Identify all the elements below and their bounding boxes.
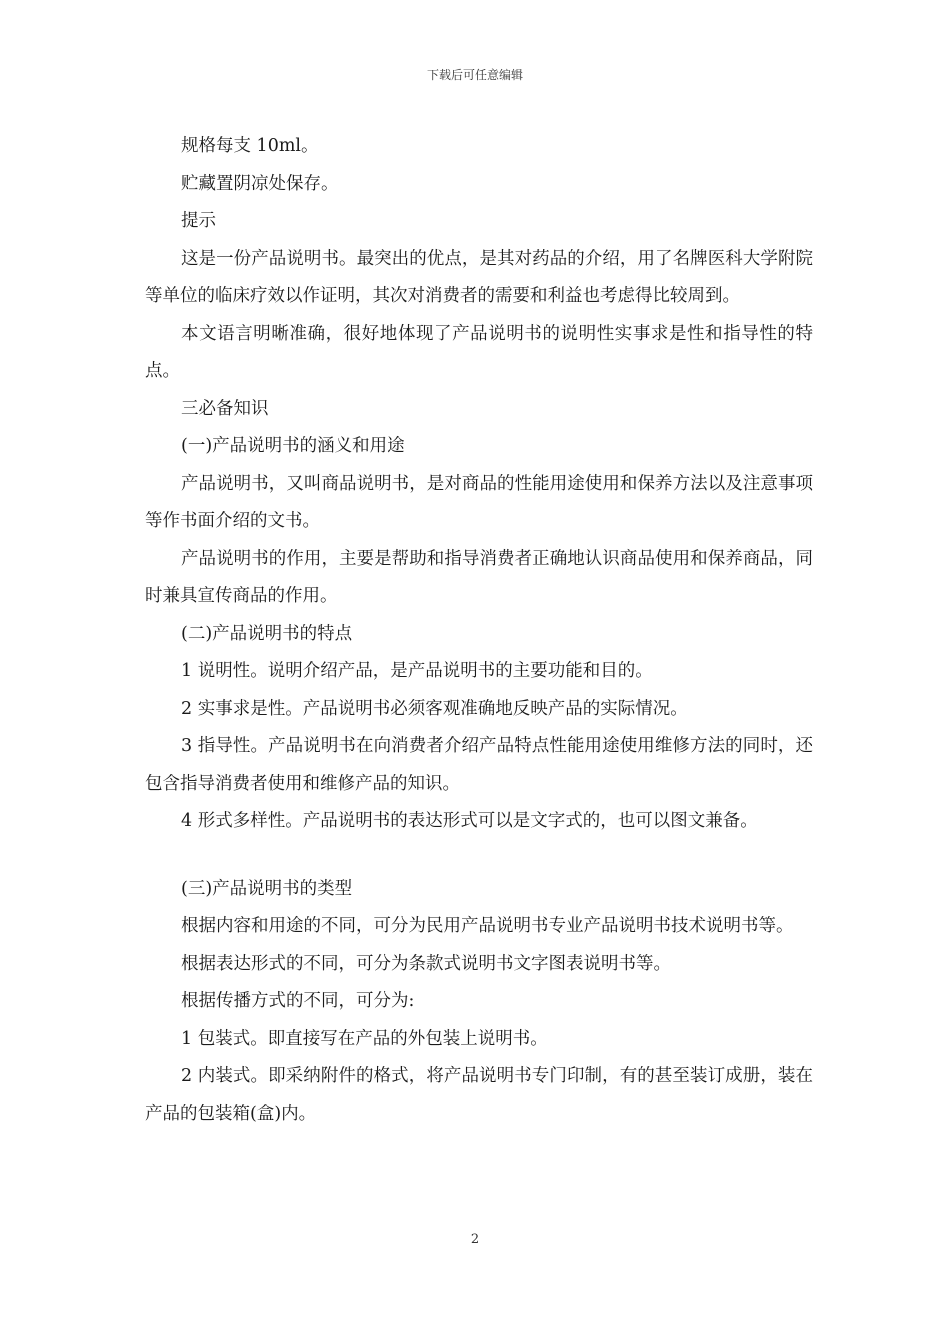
list-item-feature-3: 3 指导性。产品说明书在向消费者介绍产品特点性能用途使用维修方法的同时，还包含指导消费者使用和维修产品的知识。 <box>145 736 813 794</box>
subheading-definition: (一)产品说明书的涵义和用途 <box>181 436 405 456</box>
paragraph-types-by-content: 根据内容和用途的不同，可分为民用产品说明书专业产品说明书技术说明书等。 <box>181 916 794 936</box>
document-body <box>145 128 813 1133</box>
subheading-features: (二)产品说明书的特点 <box>181 623 353 644</box>
list-item-type-1: 1 包装式。即直接写在产品的外包装上说明书。 <box>181 1028 548 1049</box>
paragraph-hint-heading: 提示 <box>181 211 216 231</box>
list-item-feature-1: 1 说明性。说明介绍产品，是产品说明书的主要功能和目的。 <box>181 661 653 681</box>
list-item-type-2: 2 内装式。即采纳附件的格式，将产品说明书专门印制，有的甚至装订成册，装在产品的包装箱(盒)内。 <box>145 1066 813 1124</box>
paragraph-definition: 产品说明书，又叫商品说明书，是对商品的性能用途使用和保养方法以及注意事项等作书面介绍的文书。 <box>145 473 813 531</box>
list-item-feature-2: 2 实事求是性。产品说明书必须客观准确地反映产品的实际情况。 <box>181 698 688 719</box>
paragraph-types-by-distribution: 根据传播方式的不同，可分为: <box>181 991 415 1011</box>
paragraph-gap <box>145 841 813 871</box>
paragraph-storage: 贮藏置阴凉处保存。 <box>181 173 339 194</box>
section-heading-knowledge: 三必备知识 <box>181 398 269 419</box>
paragraph-hint-body-1: 这是一份产品说明书。最突出的优点，是其对药品的介绍，用了名牌医科大学附院等单位的临床疗效以作证明，其次对消费者的需要和利益也考虑得比较周到。 <box>145 248 813 306</box>
paragraph-purpose: 产品说明书的作用，主要是帮助和指导消费者正确地认识商品使用和保养商品，同时兼具宣传商品的作用。 <box>145 548 813 606</box>
paragraph-spec: 规格每支 10ml。 <box>181 136 319 156</box>
page-number: 2 <box>470 1232 480 1247</box>
paragraph-types-by-form: 根据表达形式的不同，可分为条款式说明书文字图表说明书等。 <box>181 953 671 974</box>
list-item-feature-4: 4 形式多样性。产品说明书的表达形式可以是文字式的，也可以图文兼备。 <box>181 811 758 831</box>
subheading-types: (三)产品说明书的类型 <box>181 878 353 899</box>
page-header: 下载后可任意编辑 <box>426 68 523 82</box>
paragraph-hint-body-2: 本文语言明晰准确，很好地体现了产品说明书的说明性实事求是性和指导性的特点。 <box>145 323 813 381</box>
